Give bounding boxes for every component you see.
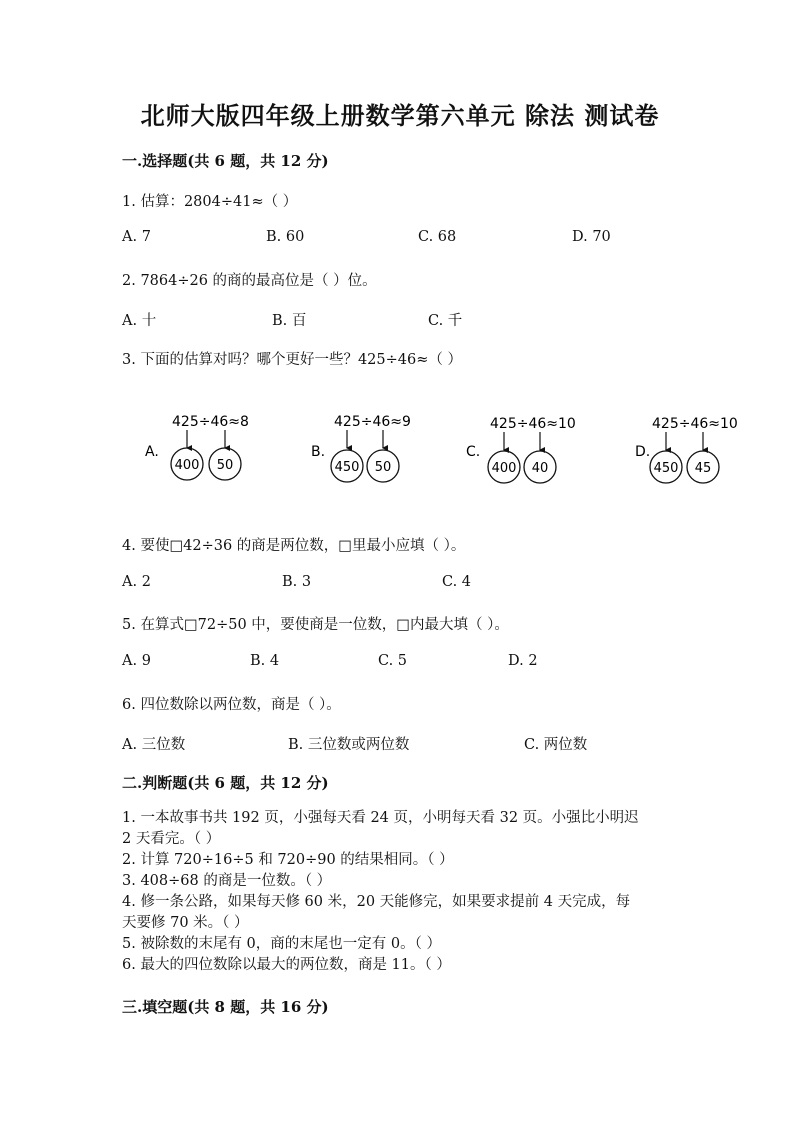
section-heading-choice: 一.选择题(共 6 题，共 12 分) bbox=[122, 152, 329, 170]
question-4: 4. 要使□42÷36 的商是两位数，□里最小应填（ ）。 bbox=[122, 538, 466, 554]
estimate-option-c bbox=[466, 416, 576, 483]
estimation-diagrams bbox=[130, 400, 770, 495]
circle-value: 400 bbox=[174, 458, 200, 473]
judge-line: 3. 408÷68 的商是一位数。（ ） bbox=[122, 873, 332, 889]
option-b: B. 三位数或两位数 bbox=[288, 737, 410, 753]
option-b: B. 百 bbox=[272, 313, 307, 329]
estimate-label: B. bbox=[311, 444, 326, 460]
judge-line: 1. 一本故事书共 192 页，小强每天看 24 页，小明每天看 32 页。小强比小明迟 bbox=[122, 810, 639, 826]
option-a: A. 7 bbox=[122, 229, 151, 245]
estimate-label: D. bbox=[635, 444, 651, 460]
circle-value: 400 bbox=[491, 461, 517, 476]
judge-line: 2 天看完。（ ） bbox=[122, 831, 221, 847]
judge-line: 2. 计算 720÷16÷5 和 720÷90 的结果相同。（ ） bbox=[122, 852, 454, 868]
option-a: A. 9 bbox=[122, 653, 151, 669]
page-title: 北师大版四年级上册数学第六单元 除法 测试卷 bbox=[140, 101, 660, 130]
section-heading-fill: 三.填空题(共 8 题，共 16 分) bbox=[122, 998, 329, 1016]
estimate-expression: 425÷46≈8 bbox=[172, 414, 249, 430]
option-a: A. 十 bbox=[122, 313, 157, 329]
question-5: 5. 在算式□72÷50 中，要使商是一位数，□内最大填（ ）。 bbox=[122, 617, 509, 633]
question-1: 1. 估算：2804÷41≈（ ） bbox=[122, 194, 298, 210]
question-6: 6. 四位数除以两位数，商是（ ）。 bbox=[122, 697, 341, 713]
judge-line: 5. 被除数的末尾有 0，商的末尾也一定有 0。（ ） bbox=[122, 936, 441, 952]
estimate-expression: 425÷46≈10 bbox=[490, 416, 576, 432]
section-heading-judge: 二.判断题(共 6 题，共 12 分) bbox=[122, 774, 329, 792]
option-c: C. 4 bbox=[442, 574, 472, 590]
option-b: B. 4 bbox=[250, 653, 280, 669]
estimate-expression: 425÷46≈10 bbox=[652, 416, 738, 432]
option-b: B. 3 bbox=[282, 574, 312, 590]
estimate-option-b bbox=[311, 414, 411, 482]
option-d: D. 2 bbox=[508, 653, 538, 669]
option-c: C. 68 bbox=[418, 229, 457, 245]
option-c: C. 两位数 bbox=[524, 737, 588, 753]
question-2: 2. 7864÷26 的商的最高位是（ ）位。 bbox=[122, 273, 377, 289]
estimate-label: C. bbox=[466, 444, 481, 460]
circle-value: 450 bbox=[653, 461, 679, 476]
option-b: B. 60 bbox=[266, 229, 305, 245]
option-c: C. 5 bbox=[378, 653, 408, 669]
estimate-option-d bbox=[635, 416, 738, 483]
circle-value: 50 bbox=[216, 458, 234, 473]
circle-value: 450 bbox=[334, 460, 360, 475]
judge-line: 6. 最大的四位数除以最大的两位数，商是 11。（ ） bbox=[122, 957, 451, 973]
estimate-label: A. bbox=[145, 444, 159, 460]
circle-value: 50 bbox=[374, 460, 392, 475]
judge-line: 4. 修一条公路，如果每天修 60 米，20 天能修完，如果要求提前 4 天完成，每 bbox=[122, 894, 631, 910]
estimate-expression: 425÷46≈9 bbox=[334, 414, 411, 430]
estimate-option-a bbox=[145, 414, 249, 480]
judge-line: 天要修 70 米。（ ） bbox=[122, 915, 249, 931]
option-a: A. 2 bbox=[122, 574, 151, 590]
option-c: C. 千 bbox=[428, 313, 463, 329]
circle-value: 45 bbox=[694, 461, 712, 476]
option-a: A. 三位数 bbox=[122, 737, 186, 753]
question-3: 3. 下面的估算对吗？哪个更好一些？425÷46≈（ ） bbox=[122, 352, 462, 368]
circle-value: 40 bbox=[531, 461, 549, 476]
option-d: D. 70 bbox=[572, 229, 611, 245]
